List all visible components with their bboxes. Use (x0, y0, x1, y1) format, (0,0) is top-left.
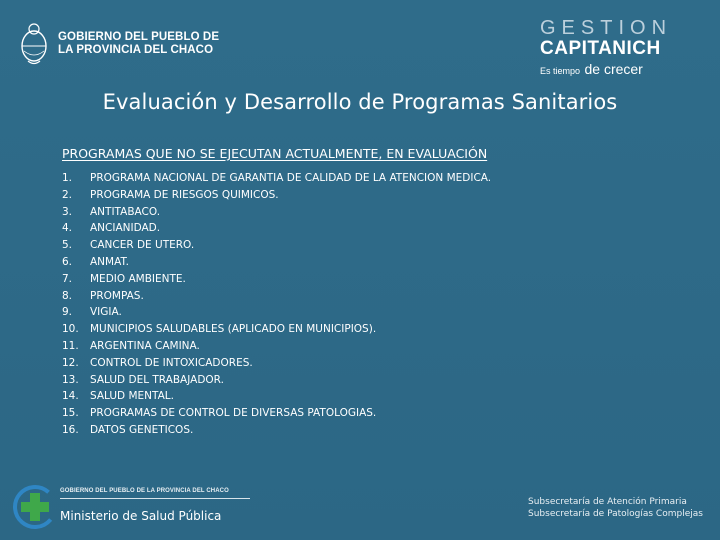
subsecretarias (528, 496, 703, 520)
program-name: ANCIANIDAD. (90, 222, 161, 235)
program-number: 3. (62, 205, 73, 218)
gov-name (58, 31, 219, 57)
program-number: 2. (62, 188, 73, 201)
list-item (62, 355, 491, 372)
program-number: 14. (62, 390, 79, 403)
program-number: 10. (62, 323, 79, 336)
gov-logo (18, 18, 219, 70)
program-number: 5. (62, 239, 73, 252)
program-number: 9. (62, 306, 73, 319)
program-name: CONTROL DE INTOXICADORES. (90, 356, 253, 369)
program-name: ANTITABACO. (90, 205, 161, 218)
program-name: PROGRAMA DE RIESGOS QUIMICOS. (90, 188, 279, 201)
program-number: 8. (62, 289, 73, 302)
gov-line-1: GOBIERNO DEL PUEBLO DE (58, 31, 220, 43)
list-item (62, 304, 491, 321)
program-name: PROGRAMA NACIONAL DE GARANTIA DE CALIDAD DE LA ATENCION MEDICA. (90, 172, 492, 184)
slogan (540, 61, 698, 79)
slogan-prefix: Es tiempo (540, 66, 581, 76)
program-number: 6. (62, 255, 73, 268)
program-name: PROMPAS. (90, 289, 144, 302)
list-item (62, 170, 491, 187)
health-cross-icon (12, 484, 58, 530)
page-title: Evaluación y Desarrollo de Programas Sanitarios (102, 90, 618, 114)
slogan-suffix: de crecer (584, 61, 643, 77)
list-item (62, 321, 491, 338)
program-number: 1. (62, 172, 73, 184)
list-item (62, 372, 491, 389)
list-item (62, 388, 491, 405)
program-name: VIGIA. (90, 306, 122, 319)
program-name: PROGRAMAS DE CONTROL DE DIVERSAS PATOLOGIAS. (90, 407, 377, 420)
program-name: CANCER DE UTERO. (90, 239, 195, 252)
program-number: 12. (62, 356, 79, 369)
list-item (62, 422, 491, 439)
list-item (62, 288, 491, 305)
list-item (62, 254, 491, 271)
subsecretaria-patologias-complejas: Subsecretaría de Patologías Complejas (528, 509, 703, 519)
footer-divider (60, 498, 250, 499)
footer-gov-name: GOBIERNO DEL PUEBLO DE LA PROVINCIA DEL CHACO (60, 488, 229, 494)
gestion-label: GESTION (540, 17, 673, 39)
program-number: 15. (62, 407, 79, 420)
ministry-logo (12, 484, 252, 530)
list-item (62, 187, 491, 204)
list-item (62, 220, 491, 237)
program-number: 11. (62, 339, 79, 352)
gov-line-2: LA PROVINCIA DEL CHACO (58, 44, 214, 56)
list-item (62, 271, 491, 288)
list-item (62, 405, 491, 422)
program-number: 7. (62, 272, 73, 285)
program-name: ARGENTINA CAMINA. (90, 339, 200, 352)
program-number: 13. (62, 373, 79, 386)
section-subtitle: PROGRAMAS QUE NO SE EJECUTAN ACTUALMENTE, EN EVALUACIÓN (62, 146, 488, 161)
program-name: MEDIO AMBIENTE. (90, 272, 186, 285)
list-item (62, 338, 491, 355)
capitanich-label: CAPITANICH (540, 38, 661, 59)
program-name: SALUD DEL TRABAJADOR. (90, 373, 224, 386)
gestion-logo (540, 18, 698, 79)
list-item (62, 237, 491, 254)
coat-of-arms-icon (18, 21, 50, 67)
program-name: SALUD MENTAL. (90, 390, 174, 403)
list-item (62, 204, 491, 221)
program-name: ANMAT. (90, 255, 129, 268)
program-name: DATOS GENETICOS. (90, 423, 194, 436)
subsecretaria-atencion-primaria: Subsecretaría de Atención Primaria (528, 497, 687, 507)
ministry-name: Ministerio de Salud Pública (60, 509, 222, 523)
program-number: 4. (62, 222, 73, 235)
program-list (62, 170, 491, 439)
program-number: 16. (62, 423, 79, 436)
program-name: MUNICIPIOS SALUDABLES (APLICADO EN MUNICIPIOS). (90, 323, 377, 336)
